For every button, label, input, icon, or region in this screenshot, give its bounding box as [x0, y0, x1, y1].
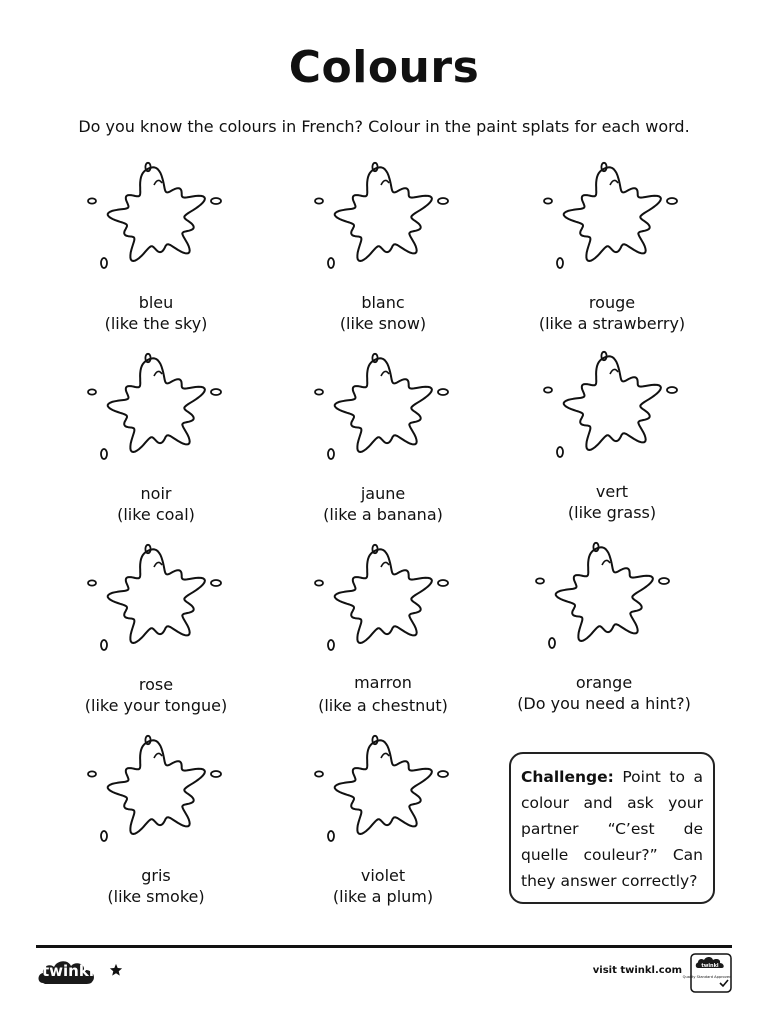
colour-cell-violet [263, 733, 503, 907]
splat-highlight [154, 753, 162, 758]
splat-droplet [328, 640, 334, 650]
splat-droplet [88, 580, 96, 585]
instructions-text: Do you know the colours in French? Colour in the paint splats for each word. [78, 117, 690, 136]
colour-word: noir [140, 484, 172, 503]
colour-word: bleu [138, 293, 174, 312]
splat-droplet [438, 389, 448, 395]
splat-droplet [315, 198, 323, 203]
splat-highlight [610, 369, 618, 374]
visit-link[interactable]: visit twinkl.com [592, 965, 682, 976]
star-icon [109, 963, 123, 977]
colour-word: marron [354, 673, 412, 692]
colour-cell-rouge [492, 160, 732, 334]
quality-badge [682, 953, 732, 993]
colour-hint: (like coal) [117, 505, 195, 524]
paint-splat-icon [308, 160, 458, 278]
challenge-box [509, 752, 715, 904]
colour-hint: (like smoke) [107, 887, 205, 906]
splat-droplet [659, 578, 669, 584]
colour-word: rouge [588, 293, 636, 312]
splat-droplet [88, 198, 96, 203]
splat-droplet [557, 447, 563, 457]
paint-splat-icon [81, 542, 231, 660]
splat-highlight [610, 180, 618, 185]
splat-droplet [544, 387, 552, 392]
splat-droplet [328, 449, 334, 459]
colour-hint: (like a strawberry) [538, 314, 686, 333]
splat-droplet [88, 389, 96, 394]
colour-cell-gris [36, 733, 276, 907]
paint-splat-icon [529, 540, 679, 658]
splat-droplet [549, 638, 555, 648]
splat-droplet [667, 198, 677, 204]
paint-splat-icon [81, 160, 231, 278]
splat-droplet [315, 389, 323, 394]
colour-cell-jaune [263, 351, 503, 525]
splat-droplet [88, 771, 96, 776]
splat-droplet [211, 389, 221, 395]
paint-splat-icon [308, 351, 458, 469]
colour-hint: (like grass) [567, 503, 657, 522]
colour-hint: (like a plum) [332, 887, 434, 906]
splat-droplet [328, 258, 334, 268]
splat-highlight [381, 371, 389, 376]
page-title: Colours [288, 42, 480, 93]
splat-droplet [438, 580, 448, 586]
splat-droplet [101, 831, 107, 841]
colour-hint: (like a chestnut) [318, 696, 448, 715]
colour-hint: (like your tongue) [84, 696, 228, 715]
colour-cell-rose [36, 542, 276, 716]
badge-caption: Quality Standard Approved [682, 975, 732, 979]
colour-cell-blanc [263, 160, 503, 334]
splat-droplet [101, 640, 107, 650]
colour-word: rose [138, 675, 174, 694]
splat-droplet [438, 198, 448, 204]
challenge-lead: Challenge: [521, 768, 614, 786]
paint-splat-icon [537, 160, 687, 278]
badge-brand: twinkl [701, 963, 719, 969]
splat-droplet [211, 580, 221, 586]
splat-highlight [154, 371, 162, 376]
splat-droplet [328, 831, 334, 841]
splat-droplet [315, 580, 323, 585]
splat-droplet [536, 578, 544, 583]
splat-droplet [557, 258, 563, 268]
splat-highlight [602, 560, 610, 565]
colour-word: jaune [360, 484, 406, 503]
splat-droplet [667, 387, 677, 393]
colour-hint: (like snow) [339, 314, 427, 333]
twinkl-logo [37, 957, 99, 987]
colour-word: violet [360, 866, 406, 885]
splat-highlight [154, 562, 162, 567]
splat-droplet [315, 771, 323, 776]
colour-cell-bleu [36, 160, 276, 334]
splat-highlight [381, 562, 389, 567]
splat-droplet [438, 771, 448, 777]
colour-hint: (like a banana) [323, 505, 443, 524]
paint-splat-icon [81, 351, 231, 469]
paint-splat-icon [308, 542, 458, 660]
splat-droplet [211, 198, 221, 204]
splat-highlight [154, 180, 162, 185]
paint-splat-icon [308, 733, 458, 851]
splat-droplet [101, 258, 107, 268]
paint-splat-icon [537, 349, 687, 467]
splat-highlight [381, 180, 389, 185]
colour-cell-orange [484, 540, 724, 714]
logo-text: twinkl [42, 962, 94, 980]
challenge-text: Point to a colour and ask your partner “C’est de quelle couleur?” Can they answer correctly? [521, 768, 703, 890]
paint-splat-icon [81, 733, 231, 851]
colour-word: orange [575, 673, 633, 692]
splat-droplet [101, 449, 107, 459]
splat-droplet [211, 771, 221, 777]
colour-hint: (Do you need a hint?) [517, 694, 691, 713]
quality-badge-icon [682, 953, 732, 993]
colour-word: blanc [361, 293, 405, 312]
footer-divider [36, 945, 732, 948]
colour-hint: (like the sky) [104, 314, 208, 333]
colour-word: gris [141, 866, 171, 885]
colour-word: vert [595, 482, 629, 501]
colour-cell-noir [36, 351, 276, 525]
colour-cell-vert [492, 349, 732, 523]
colour-cell-marron [263, 542, 503, 716]
splat-droplet [544, 198, 552, 203]
splat-highlight [381, 753, 389, 758]
